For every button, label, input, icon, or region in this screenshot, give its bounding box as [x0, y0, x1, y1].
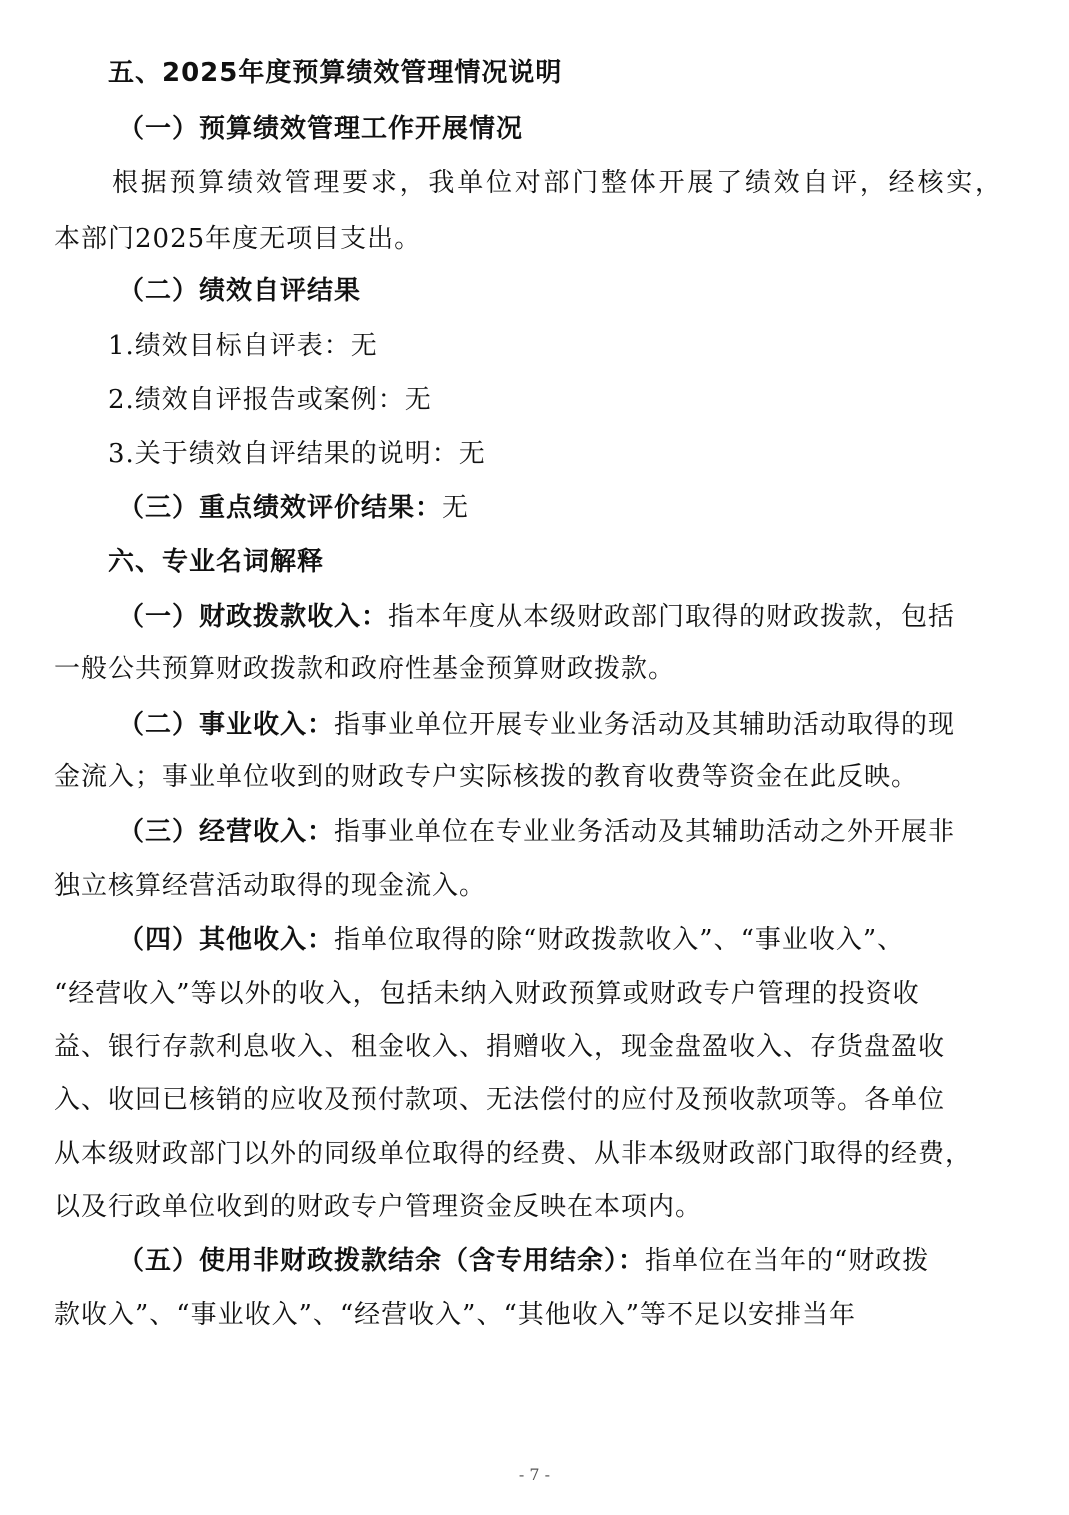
section-5-subheading-1: （一）预算绩效管理工作开展情况 — [118, 114, 524, 144]
term-1-label: （一）财政拨款收入： — [118, 602, 389, 632]
self-evaluation-item-2: 2.绩效自评报告或案例：无 — [108, 385, 432, 415]
page-number: - 7 - — [518, 1465, 551, 1484]
term-4-label: （四）其他收入： — [118, 925, 335, 955]
key-evaluation-value: 无 — [442, 493, 470, 523]
term-1-line-2: 一般公共预算财政拨款和政府性基金预算财政拨款。 — [54, 654, 676, 684]
term-2-text: 指事业单位开展专业业务活动及其辅助活动取得的现 — [334, 710, 956, 740]
term-4-line-4: 入、收回已核销的应收及预付款项、无法偿付的应付及预收款项等。各单位 — [54, 1085, 946, 1115]
term-5-label: （五）使用非财政拨款结余（含专用结余）： — [118, 1246, 646, 1276]
key-evaluation-label: （三）重点绩效评价结果： — [118, 493, 443, 523]
term-1-text: 指本年度从本级财政部门取得的财政拨款，包括 — [388, 602, 956, 632]
term-5-text: 指单位在当年的“财政拨 — [645, 1246, 930, 1276]
section-5-paragraph-line-2: 本部门2025年度无项目支出。 — [54, 224, 422, 254]
term-4-line-5: 从本级财政部门以外的同级单位取得的经费、从非本级财政部门取得的经费， — [54, 1139, 973, 1169]
term-3-line-2: 独立核算经营活动取得的现金流入。 — [54, 871, 487, 901]
term-4-line-2: “经营收入”等以外的收入，包括未纳入财政预算或财政专户管理的投资收 — [54, 979, 920, 1009]
term-5-line-1 — [118, 1244, 929, 1278]
term-4-line-3: 益、银行存款利息收入、租金收入、捐赠收入，现金盘盈收入、存货盘盈收 — [54, 1032, 946, 1062]
term-4-line-1 — [118, 923, 904, 957]
section-6-heading: 六、专业名词解释 — [108, 547, 325, 577]
section-5-paragraph-line-1: 根据预算绩效管理要求，我单位对部门整体开展了绩效自评，经核实， — [112, 168, 1002, 198]
term-2-label: （二）事业收入： — [118, 710, 335, 740]
section-5-subheading-2: （二）绩效自评结果 — [118, 276, 362, 306]
term-3-text: 指事业单位在专业业务活动及其辅助活动之外开展非 — [334, 817, 956, 847]
section-5-heading: 五、2025年度预算绩效管理情况说明 — [108, 58, 563, 88]
term-3-label: （三）经营收入： — [118, 817, 335, 847]
section-5-subheading-3 — [118, 491, 469, 525]
term-3-line-1 — [118, 815, 955, 849]
term-2-line-2: 金流入；事业单位收到的财政专户实际核拨的教育收费等资金在此反映。 — [54, 762, 919, 792]
term-5-line-2: 款收入”、“事业收入”、“经营收入”、“其他收入”等不足以安排当年 — [54, 1300, 857, 1330]
term-2-line-1 — [118, 708, 955, 742]
self-evaluation-item-1: 1.绩效目标自评表：无 — [108, 331, 378, 361]
self-evaluation-item-3: 3.关于绩效自评结果的说明：无 — [108, 439, 486, 469]
term-4-text: 指单位取得的除“财政拨款收入”、“事业收入”、 — [334, 925, 905, 955]
term-4-line-6: 以及行政单位收到的财政专户管理资金反映在本项内。 — [54, 1192, 703, 1222]
term-1-line-1 — [118, 600, 955, 634]
